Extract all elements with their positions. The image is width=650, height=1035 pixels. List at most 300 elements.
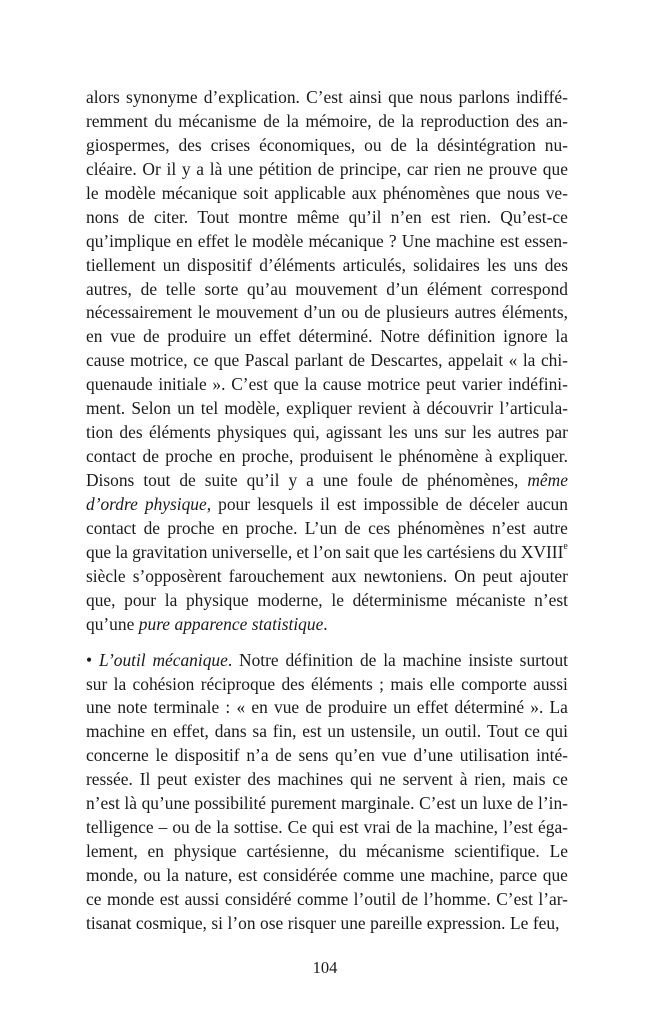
word: des (515, 110, 540, 131)
word: parlant (294, 350, 344, 371)
word: que, (86, 589, 116, 610)
text-line (86, 912, 568, 936)
text-line (86, 565, 568, 589)
word: même (296, 206, 340, 227)
word: ainsi (349, 87, 382, 107)
word: mécanique (161, 182, 238, 203)
word: la (115, 541, 128, 562)
word: de (401, 888, 419, 909)
word: du (154, 110, 172, 131)
text-line (86, 673, 568, 697)
word: ce (86, 888, 102, 909)
word: d’un (303, 302, 336, 323)
word: Une (401, 230, 431, 251)
word: machine (86, 721, 145, 742)
word: proche (167, 517, 215, 538)
text-line (86, 254, 568, 278)
word: motrice, (130, 350, 188, 371)
word: indéfini- (508, 374, 568, 395)
word: autres (497, 422, 540, 443)
word: déterminé (454, 697, 525, 718)
word: s’opposèrent (132, 565, 222, 586)
word: qui (545, 721, 568, 742)
word: machine, (430, 865, 494, 885)
word: en (147, 841, 164, 862)
word: note (117, 697, 148, 718)
word: agissant (325, 422, 382, 443)
word: ce (193, 350, 209, 371)
word: varier (461, 374, 503, 395)
word: l’homme. (423, 888, 491, 909)
word: giospermes, (86, 134, 170, 155)
word: que (388, 87, 414, 107)
word: physique (173, 841, 237, 862)
word: feu, (532, 912, 560, 933)
word: comporte (461, 673, 527, 694)
word: soit (243, 182, 269, 203)
word: effet (416, 697, 449, 718)
word: vrai (363, 817, 391, 838)
word: qui (312, 817, 335, 838)
word: physique (185, 589, 249, 610)
word: ressée. (86, 769, 133, 790)
word: de (140, 278, 158, 299)
word: fin, (272, 721, 297, 742)
word: aussi (184, 888, 220, 909)
word: phénomène (398, 446, 479, 467)
word: synonyme (126, 87, 198, 107)
word: indiffé- (516, 87, 568, 107)
text-line (86, 613, 568, 637)
word: essen- (524, 230, 568, 251)
word: définition (427, 326, 496, 347)
text-line (86, 206, 568, 230)
word: pour (218, 493, 251, 514)
word: apparence (174, 613, 248, 634)
word: aucun (526, 493, 568, 514)
word: déceler (469, 493, 520, 514)
word: peut (426, 374, 456, 395)
word: des (178, 134, 202, 155)
word: tiellement (86, 254, 156, 275)
word: à (484, 446, 493, 467)
word: est (302, 721, 322, 742)
word: monde, (86, 865, 138, 885)
word: de (275, 745, 292, 766)
word: de (179, 470, 196, 490)
word: la (216, 817, 229, 838)
word: ; (379, 673, 385, 694)
word: tisanat (86, 912, 132, 933)
text-line (86, 278, 568, 302)
word: luxe (482, 793, 513, 814)
word: effet (197, 230, 230, 251)
word: qu’une (86, 613, 135, 634)
word: nons (86, 206, 119, 227)
word: solidaires (413, 254, 480, 275)
word: de (401, 470, 419, 490)
word: en (150, 721, 168, 742)
word: est (159, 888, 180, 909)
word: Or (142, 158, 161, 179)
word: principe, (339, 158, 402, 179)
word: ajouter (519, 565, 568, 586)
word: en (251, 697, 268, 718)
word: « (508, 350, 518, 371)
word: outil. (444, 721, 482, 742)
text-line (86, 792, 568, 816)
word: ve- (545, 182, 568, 203)
word: phénomènes (397, 517, 485, 538)
word: des (544, 254, 568, 275)
word: de (194, 817, 212, 838)
word: nous (506, 182, 540, 203)
word: et (296, 541, 309, 562)
word: comme (342, 865, 395, 885)
word: farouchement (228, 565, 325, 586)
word: ne (379, 769, 396, 790)
word: – (158, 817, 168, 838)
word: la (113, 673, 127, 694)
word: vue (274, 697, 300, 718)
word: On (454, 565, 476, 586)
word: cléaire. (86, 158, 137, 179)
word: produire (167, 326, 227, 347)
word: que (86, 541, 112, 562)
word: chi- (540, 350, 568, 371)
text-line (86, 349, 568, 373)
word: mouvement (295, 278, 378, 299)
word: des (281, 673, 305, 694)
word: sur (444, 422, 466, 443)
word: modèle (104, 182, 156, 203)
text-line (86, 888, 568, 912)
word: lement, (86, 841, 138, 862)
word: les (403, 541, 423, 562)
text-line (86, 134, 568, 158)
word: machine, (434, 817, 499, 838)
text-line (86, 517, 568, 541)
word: ose (260, 912, 284, 933)
word: les (486, 254, 507, 275)
word: de (378, 110, 395, 131)
text-line (86, 649, 568, 673)
word: en (222, 517, 239, 538)
word: expliquer. (498, 446, 568, 467)
word: mais (390, 673, 424, 694)
word: ces (368, 517, 391, 538)
word: telle (165, 278, 196, 299)
word: XVIIIe (520, 541, 568, 562)
word: alors (86, 87, 120, 107)
word: uns (413, 422, 439, 443)
word: revient (358, 398, 407, 419)
word: purement (270, 793, 337, 814)
word: la (522, 350, 536, 371)
word: en (86, 326, 103, 347)
word: dispositif (187, 254, 253, 275)
word: parlons (458, 87, 510, 107)
word: contact (86, 517, 137, 538)
word: le (155, 745, 169, 766)
word: la (164, 589, 178, 610)
word: Notre (239, 649, 279, 670)
word: Tout (486, 721, 519, 742)
word: pétition (258, 158, 313, 179)
word: le (331, 589, 344, 610)
word: pareille (370, 912, 423, 933)
word: mouvement (216, 302, 299, 323)
word: Notre (380, 326, 420, 347)
word: vue (381, 745, 407, 766)
word: l’on (227, 912, 256, 933)
word: de (305, 697, 322, 718)
word: d’explication. (203, 87, 300, 107)
word: la (286, 110, 299, 131)
word: de (445, 493, 463, 514)
word: Descartes, (370, 350, 443, 371)
word: expliquer (286, 398, 352, 419)
text-line (86, 86, 568, 110)
word: a (306, 470, 314, 490)
word: une (340, 912, 366, 933)
word: qui, (293, 422, 320, 443)
word: ment. (86, 398, 126, 419)
word: qu’en (335, 745, 375, 766)
word: l’in- (538, 793, 568, 814)
word: Tout (197, 206, 230, 227)
word: une (228, 158, 254, 179)
word: il (166, 158, 177, 179)
word: foule (356, 470, 393, 490)
word: ne (466, 158, 484, 179)
word: effet, (172, 721, 209, 742)
word: là (209, 158, 223, 179)
text-line (86, 421, 568, 445)
word: cartésienne, (246, 841, 330, 862)
word: d’une (413, 745, 454, 766)
word: tout (143, 470, 171, 490)
word: dispositif (174, 745, 240, 766)
word: éléments (311, 673, 373, 694)
word: risquer (287, 912, 337, 933)
text-line (86, 301, 568, 325)
word: monde (106, 888, 155, 909)
text-line (86, 397, 568, 421)
word: prouve (488, 158, 538, 179)
text-line (86, 325, 568, 349)
word: « (236, 697, 246, 718)
word: Le (510, 912, 529, 933)
word: n’a (246, 745, 269, 766)
word: du (499, 541, 517, 562)
word: sorte (204, 278, 239, 299)
word: cartésiens (426, 541, 496, 562)
word: que (373, 541, 399, 562)
word: du (338, 841, 357, 862)
word: scientifique. (454, 841, 540, 862)
word: y (288, 470, 298, 490)
word: phénomènes (382, 182, 470, 203)
word: mécanisme (178, 110, 257, 131)
word: produire (328, 697, 387, 718)
word: qui (350, 769, 373, 790)
word: cause (86, 350, 125, 371)
word: La (549, 697, 568, 718)
word: ». (212, 374, 226, 395)
word: correspond (490, 278, 568, 299)
word: appelait (448, 350, 504, 371)
word: servent (402, 769, 453, 790)
word: ou (364, 134, 382, 155)
word: mais (512, 769, 546, 790)
word: de (395, 817, 413, 838)
word: ce (552, 769, 568, 790)
word: C’est (419, 793, 456, 814)
word: éléments (148, 422, 211, 443)
word: à (412, 398, 421, 419)
word: un (162, 254, 181, 275)
word: de (390, 134, 407, 155)
word: rien, (474, 769, 506, 790)
word: cause (322, 374, 362, 395)
word: sa (252, 721, 267, 742)
word: expression. (426, 912, 506, 933)
word: Selon (131, 398, 171, 419)
word: considéré (224, 888, 292, 909)
word: rien (433, 158, 461, 179)
word: à (459, 769, 468, 790)
word: en (176, 230, 193, 251)
word: de (359, 649, 377, 670)
text-line (86, 541, 568, 565)
text-line (86, 840, 568, 864)
word: l’on (313, 541, 342, 562)
word: Il (139, 769, 151, 790)
word: l’outil (353, 888, 397, 909)
word: aussi (533, 673, 568, 694)
word: déterminisme (352, 589, 448, 610)
text-line (86, 230, 568, 254)
word: que (273, 374, 299, 395)
word: est (430, 206, 451, 227)
word: sait (345, 541, 370, 562)
word: déterminé. (298, 326, 373, 347)
word: L’un (304, 517, 337, 538)
word: ? (388, 230, 397, 251)
word: éléments, (501, 302, 568, 323)
word: découvrir (426, 398, 494, 419)
word: C’est (306, 87, 343, 107)
word: ignore (503, 326, 548, 347)
word: reproduction (420, 110, 510, 131)
word: l’articula- (499, 398, 568, 419)
word: la (415, 134, 429, 155)
word: proche. (245, 517, 298, 538)
word: car (406, 158, 429, 179)
word: de (143, 326, 160, 347)
word: modèle (252, 230, 304, 251)
word: la (417, 817, 430, 838)
word: a (196, 158, 205, 179)
text-line (86, 110, 568, 134)
word: produisent (299, 446, 374, 467)
word: sur (86, 673, 108, 694)
word: de (348, 350, 366, 371)
text-line (86, 493, 568, 517)
word: considérée (262, 865, 338, 885)
word: machine (435, 230, 495, 251)
word: de (143, 517, 160, 538)
word: concerne (86, 745, 149, 766)
word: peut (482, 565, 513, 586)
word: nécessairement (86, 302, 193, 323)
word: Ce (287, 817, 307, 838)
word: machine (402, 649, 462, 670)
word: des (119, 422, 143, 443)
word: le (197, 302, 211, 323)
word: nature, (184, 865, 233, 885)
word: C’est (231, 374, 268, 395)
word: universelle, (211, 541, 293, 562)
word: ce (524, 721, 540, 742)
word: tel (200, 398, 219, 419)
word: d’éléments (259, 254, 336, 275)
word: ou (341, 302, 359, 323)
word: plusieurs (386, 302, 450, 323)
word: Le (549, 841, 568, 862)
word: la (166, 865, 179, 885)
word: éga- (538, 817, 568, 838)
word: une (322, 470, 348, 490)
word: L’outil (98, 649, 146, 670)
text-line (86, 864, 568, 888)
word: qu’il (348, 206, 382, 227)
word: impossible (363, 493, 439, 514)
word: de (263, 110, 280, 131)
word: machines (277, 769, 344, 790)
word: n’est (86, 793, 120, 814)
word: an- (545, 110, 568, 131)
text-line (86, 744, 568, 768)
word: n’est (491, 517, 526, 538)
word: de (142, 446, 159, 467)
word: ou (143, 865, 161, 885)
word: pour (124, 589, 157, 610)
word: est (499, 230, 520, 251)
word: articulés, (342, 254, 406, 275)
word: uns (513, 254, 538, 275)
word: marginale. (340, 793, 415, 814)
word: : (225, 697, 231, 718)
word: Disons (86, 470, 135, 490)
word: suite (204, 470, 238, 490)
paragraph-mechanical-tool (86, 649, 568, 936)
paragraph-gap (86, 637, 568, 649)
word: mécanique (308, 230, 384, 251)
word: ustensile, (350, 721, 416, 742)
word: moderne, (257, 589, 323, 610)
word: mécanisme (366, 841, 445, 862)
word: vue (110, 326, 136, 347)
word: le (86, 182, 99, 203)
word: comme (296, 888, 349, 909)
text-line (86, 469, 568, 493)
word: aux (331, 565, 357, 586)
word: une (399, 865, 425, 885)
word: newtoniens. (363, 565, 448, 586)
word: pure (138, 613, 171, 634)
